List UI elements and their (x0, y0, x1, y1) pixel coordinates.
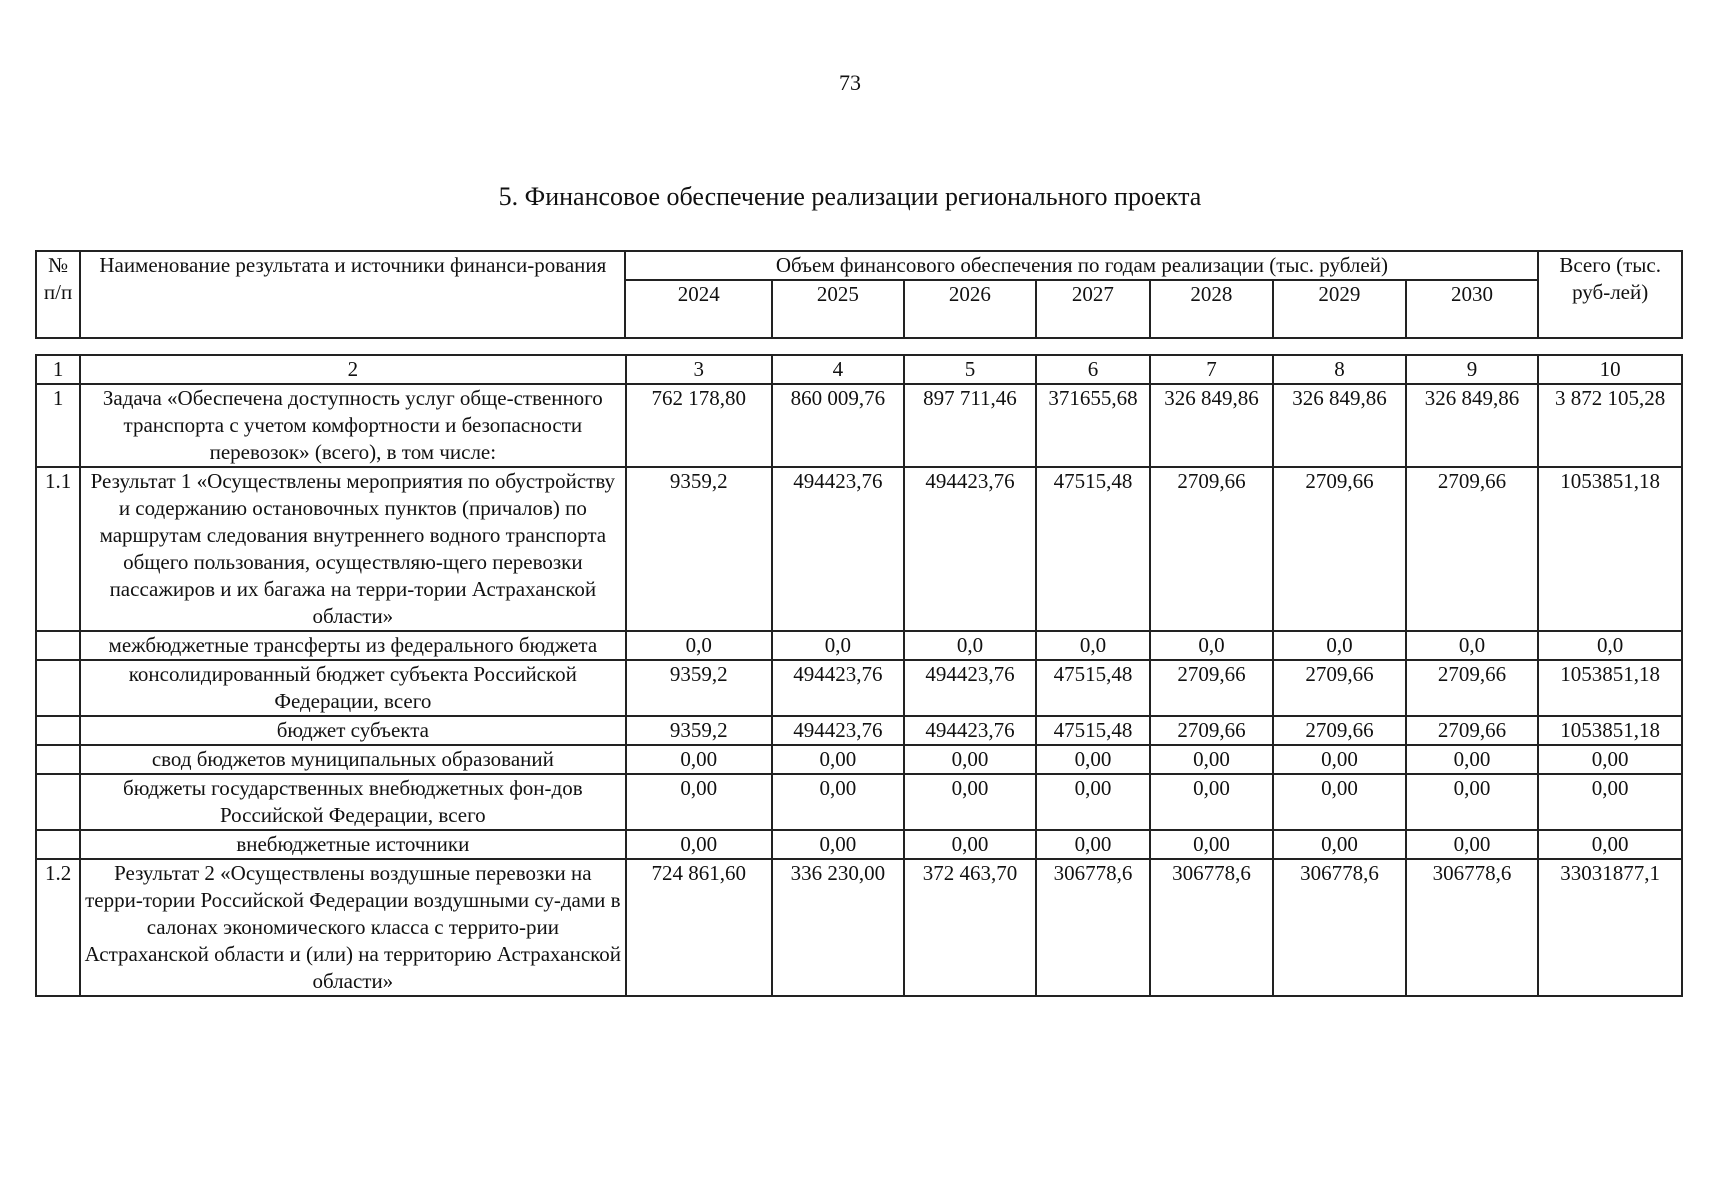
row-year-value: 0,00 (1150, 745, 1274, 774)
row-name: Результат 1 «Осуществлены мероприятия по обустройству и содержанию остановочных пунктов (причалов) по маршрутам следования внутреннего водного транспорта общего пользования, осуществляю-щего перевозки пассажиров и их багажа на терри-тории Астраханской области» (80, 467, 625, 631)
row-year-value: 762 178,80 (626, 384, 773, 467)
row-total-value: 0,0 (1538, 631, 1682, 660)
row-year-value: 47515,48 (1036, 716, 1149, 745)
row-name: свод бюджетов муниципальных образований (80, 745, 625, 774)
row-year-value: 494423,76 (904, 716, 1037, 745)
row-year-value: 0,0 (904, 631, 1037, 660)
row-year-value: 2709,66 (1150, 716, 1274, 745)
table-row (36, 467, 1682, 631)
row-year-value: 306778,6 (1150, 859, 1274, 996)
column-number: 6 (1036, 355, 1149, 384)
row-total-value: 1053851,18 (1538, 716, 1682, 745)
page-title: 5. Финансовое обеспечение реализации регионального проекта (498, 182, 1202, 211)
row-year-value: 494423,76 (772, 467, 904, 631)
row-year-value: 326 849,86 (1273, 384, 1406, 467)
table-row (36, 660, 1682, 716)
row-total-value: 3 872 105,28 (1538, 384, 1682, 467)
row-year-value: 0,00 (1273, 745, 1406, 774)
header-col-no: № п/п (36, 251, 80, 338)
row-year-value: 0,00 (1150, 774, 1274, 830)
row-year-value: 372 463,70 (904, 859, 1037, 996)
row-number: 1 (36, 384, 80, 467)
row-year-value: 0,00 (1406, 830, 1539, 859)
header-col-volume: Объем финансового обеспечения по годам реализации (тыс. рублей) (625, 251, 1538, 280)
row-year-value: 860 009,76 (772, 384, 904, 467)
table-row (36, 859, 1682, 996)
table-row (36, 830, 1682, 859)
header-year: 2030 (1406, 280, 1539, 338)
row-year-value: 47515,48 (1036, 660, 1149, 716)
row-year-value: 2709,66 (1273, 467, 1406, 631)
row-year-value: 0,00 (772, 774, 904, 830)
row-name: межбюджетные трансферты из федерального бюджета (80, 631, 625, 660)
column-numbers-row (36, 355, 1682, 384)
column-number: 5 (904, 355, 1037, 384)
row-total-value: 33031877,1 (1538, 859, 1682, 996)
row-year-value: 2709,66 (1150, 660, 1274, 716)
header-col-total: Всего (тыс. руб-лей) (1538, 251, 1682, 338)
row-year-value: 0,0 (1150, 631, 1274, 660)
header-year: 2027 (1036, 280, 1149, 338)
row-year-value: 494423,76 (904, 660, 1037, 716)
row-number (36, 716, 80, 745)
row-year-value: 0,00 (1036, 830, 1149, 859)
row-number (36, 830, 80, 859)
row-year-value: 2709,66 (1406, 716, 1539, 745)
row-year-value: 326 849,86 (1150, 384, 1274, 467)
row-year-value: 0,0 (1273, 631, 1406, 660)
row-name: Задача «Обеспечена доступность услуг обще-ственного транспорта с учетом комфортности и безопасности перевозок» (всего), в том числе: (80, 384, 625, 467)
column-number: 10 (1538, 355, 1682, 384)
row-year-value: 0,00 (1273, 830, 1406, 859)
row-total-value: 0,00 (1538, 774, 1682, 830)
table-row (36, 716, 1682, 745)
row-year-value: 897 711,46 (904, 384, 1037, 467)
row-number: 1.1 (36, 467, 80, 631)
row-year-value: 0,00 (626, 830, 773, 859)
row-year-value: 306778,6 (1273, 859, 1406, 996)
column-number: 2 (80, 355, 625, 384)
column-number: 4 (772, 355, 904, 384)
table-row (36, 384, 1682, 467)
row-year-value: 2709,66 (1406, 467, 1539, 631)
header-year: 2028 (1150, 280, 1274, 338)
row-year-value: 9359,2 (626, 467, 773, 631)
row-year-value: 0,00 (904, 830, 1037, 859)
row-year-value: 0,00 (1036, 774, 1149, 830)
column-number: 9 (1406, 355, 1539, 384)
row-year-value: 0,00 (626, 774, 773, 830)
row-number (36, 631, 80, 660)
column-number: 7 (1150, 355, 1274, 384)
row-year-value: 336 230,00 (772, 859, 904, 996)
row-year-value: 306778,6 (1036, 859, 1149, 996)
row-year-value: 2709,66 (1273, 660, 1406, 716)
row-number (36, 774, 80, 830)
row-year-value: 0,00 (772, 745, 904, 774)
column-number: 1 (36, 355, 80, 384)
row-number: 1.2 (36, 859, 80, 996)
finance-table (35, 354, 1683, 997)
row-year-value: 0,0 (772, 631, 904, 660)
row-year-value: 0,00 (904, 774, 1037, 830)
row-year-value: 2709,66 (1273, 716, 1406, 745)
page-number: 73 (839, 70, 861, 95)
row-name: бюджет субъекта (80, 716, 625, 745)
row-year-value: 0,00 (1406, 745, 1539, 774)
row-year-value: 371655,68 (1036, 384, 1149, 467)
row-year-value: 0,00 (1273, 774, 1406, 830)
row-year-value: 306778,6 (1406, 859, 1539, 996)
row-year-value: 326 849,86 (1406, 384, 1539, 467)
row-total-value: 1053851,18 (1538, 660, 1682, 716)
table-header (35, 250, 1683, 339)
row-year-value: 724 861,60 (626, 859, 773, 996)
row-number (36, 660, 80, 716)
table-row (36, 745, 1682, 774)
row-year-value: 0,00 (1406, 774, 1539, 830)
row-year-value: 0,00 (1150, 830, 1274, 859)
row-year-value: 0,00 (1036, 745, 1149, 774)
row-year-value: 0,0 (1036, 631, 1149, 660)
row-year-value: 0,0 (626, 631, 773, 660)
row-year-value: 494423,76 (772, 660, 904, 716)
row-year-value: 0,0 (1406, 631, 1539, 660)
row-name: консолидированный бюджет субъекта Российской Федерации, всего (80, 660, 625, 716)
row-year-value: 47515,48 (1036, 467, 1149, 631)
header-year: 2025 (772, 280, 904, 338)
row-year-value: 494423,76 (772, 716, 904, 745)
header-col-name: Наименование результата и источники финанси-рования (80, 251, 625, 338)
column-number: 8 (1273, 355, 1406, 384)
row-year-value: 9359,2 (626, 716, 773, 745)
table-row (36, 774, 1682, 830)
row-year-value: 9359,2 (626, 660, 773, 716)
row-year-value: 0,00 (904, 745, 1037, 774)
row-year-value: 2709,66 (1150, 467, 1274, 631)
row-year-value: 0,00 (772, 830, 904, 859)
row-year-value: 2709,66 (1406, 660, 1539, 716)
table-row (36, 631, 1682, 660)
row-number (36, 745, 80, 774)
header-year: 2024 (625, 280, 772, 338)
row-total-value: 0,00 (1538, 830, 1682, 859)
header-year: 2026 (904, 280, 1037, 338)
row-total-value: 1053851,18 (1538, 467, 1682, 631)
header-year: 2029 (1273, 280, 1406, 338)
row-year-value: 0,00 (626, 745, 773, 774)
row-name: Результат 2 «Осуществлены воздушные перевозки на терри-тории Российской Федерации воздушными су-дами в салонах экономического класса с террито-рии Астраханской области и (или) на территорию Астраханской области» (80, 859, 625, 996)
row-name: внебюджетные источники (80, 830, 625, 859)
row-total-value: 0,00 (1538, 745, 1682, 774)
row-year-value: 494423,76 (904, 467, 1037, 631)
row-name: бюджеты государственных внебюджетных фон-дов Российской Федерации, всего (80, 774, 625, 830)
column-number: 3 (626, 355, 773, 384)
